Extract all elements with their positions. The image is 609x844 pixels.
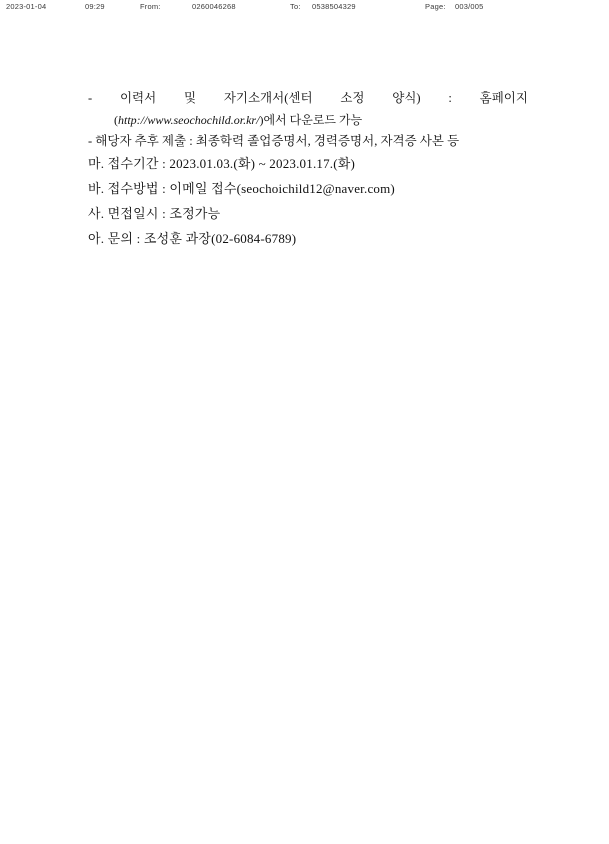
body-line-interview-date: 사. 면접일시 : 조정가능 — [88, 206, 221, 221]
url-suffix-text: )에서 다운로드 가능 — [259, 112, 363, 127]
fax-transmission-header — [0, 2, 609, 16]
segment-designated: 소정 — [340, 91, 365, 105]
segment-self-intro: 자기소개서(센터 — [223, 91, 313, 105]
segment-and: 및 — [183, 91, 197, 105]
body-line-download-url — [114, 114, 538, 126]
segment-colon: : — [448, 91, 452, 105]
fax-time: 09:29 — [85, 2, 105, 11]
dash-marker: - — [88, 91, 93, 105]
segment-form: 양식) — [392, 91, 421, 105]
body-line-inquiry-contact: 아. 문의 : 조성훈 과장(02-6084-6789) — [88, 231, 297, 246]
fax-to-label: To: — [290, 2, 301, 11]
fax-page-label: Page: — [425, 2, 446, 11]
fax-page-value: 003/005 — [455, 2, 484, 11]
body-line-additional-documents: - 해당자 추후 제출 : 최종학력 졸업증명서, 경력증명서, 자격증 사본 등 — [88, 133, 460, 148]
website-url: http://www.seochochild.or.kr/ — [118, 112, 260, 127]
fax-from-label: From: — [140, 2, 161, 11]
fax-to-number: 0538504329 — [312, 2, 356, 11]
paren-open: ( — [114, 112, 118, 127]
body-line-application-method: 바. 접수방법 : 이메일 접수(seochoichild12@naver.com) — [88, 181, 395, 196]
document-body — [88, 92, 538, 257]
fax-date: 2023-01-04 — [6, 2, 47, 11]
segment-homepage: 홈페이지 — [479, 91, 528, 105]
body-line-resume-requirement — [88, 92, 528, 105]
body-line-application-period: 마. 접수기간 : 2023.01.03.(화) ~ 2023.01.17.(화) — [88, 156, 356, 171]
segment-resume: 이력서 — [119, 91, 157, 105]
fax-from-number: 0260046268 — [192, 2, 236, 11]
